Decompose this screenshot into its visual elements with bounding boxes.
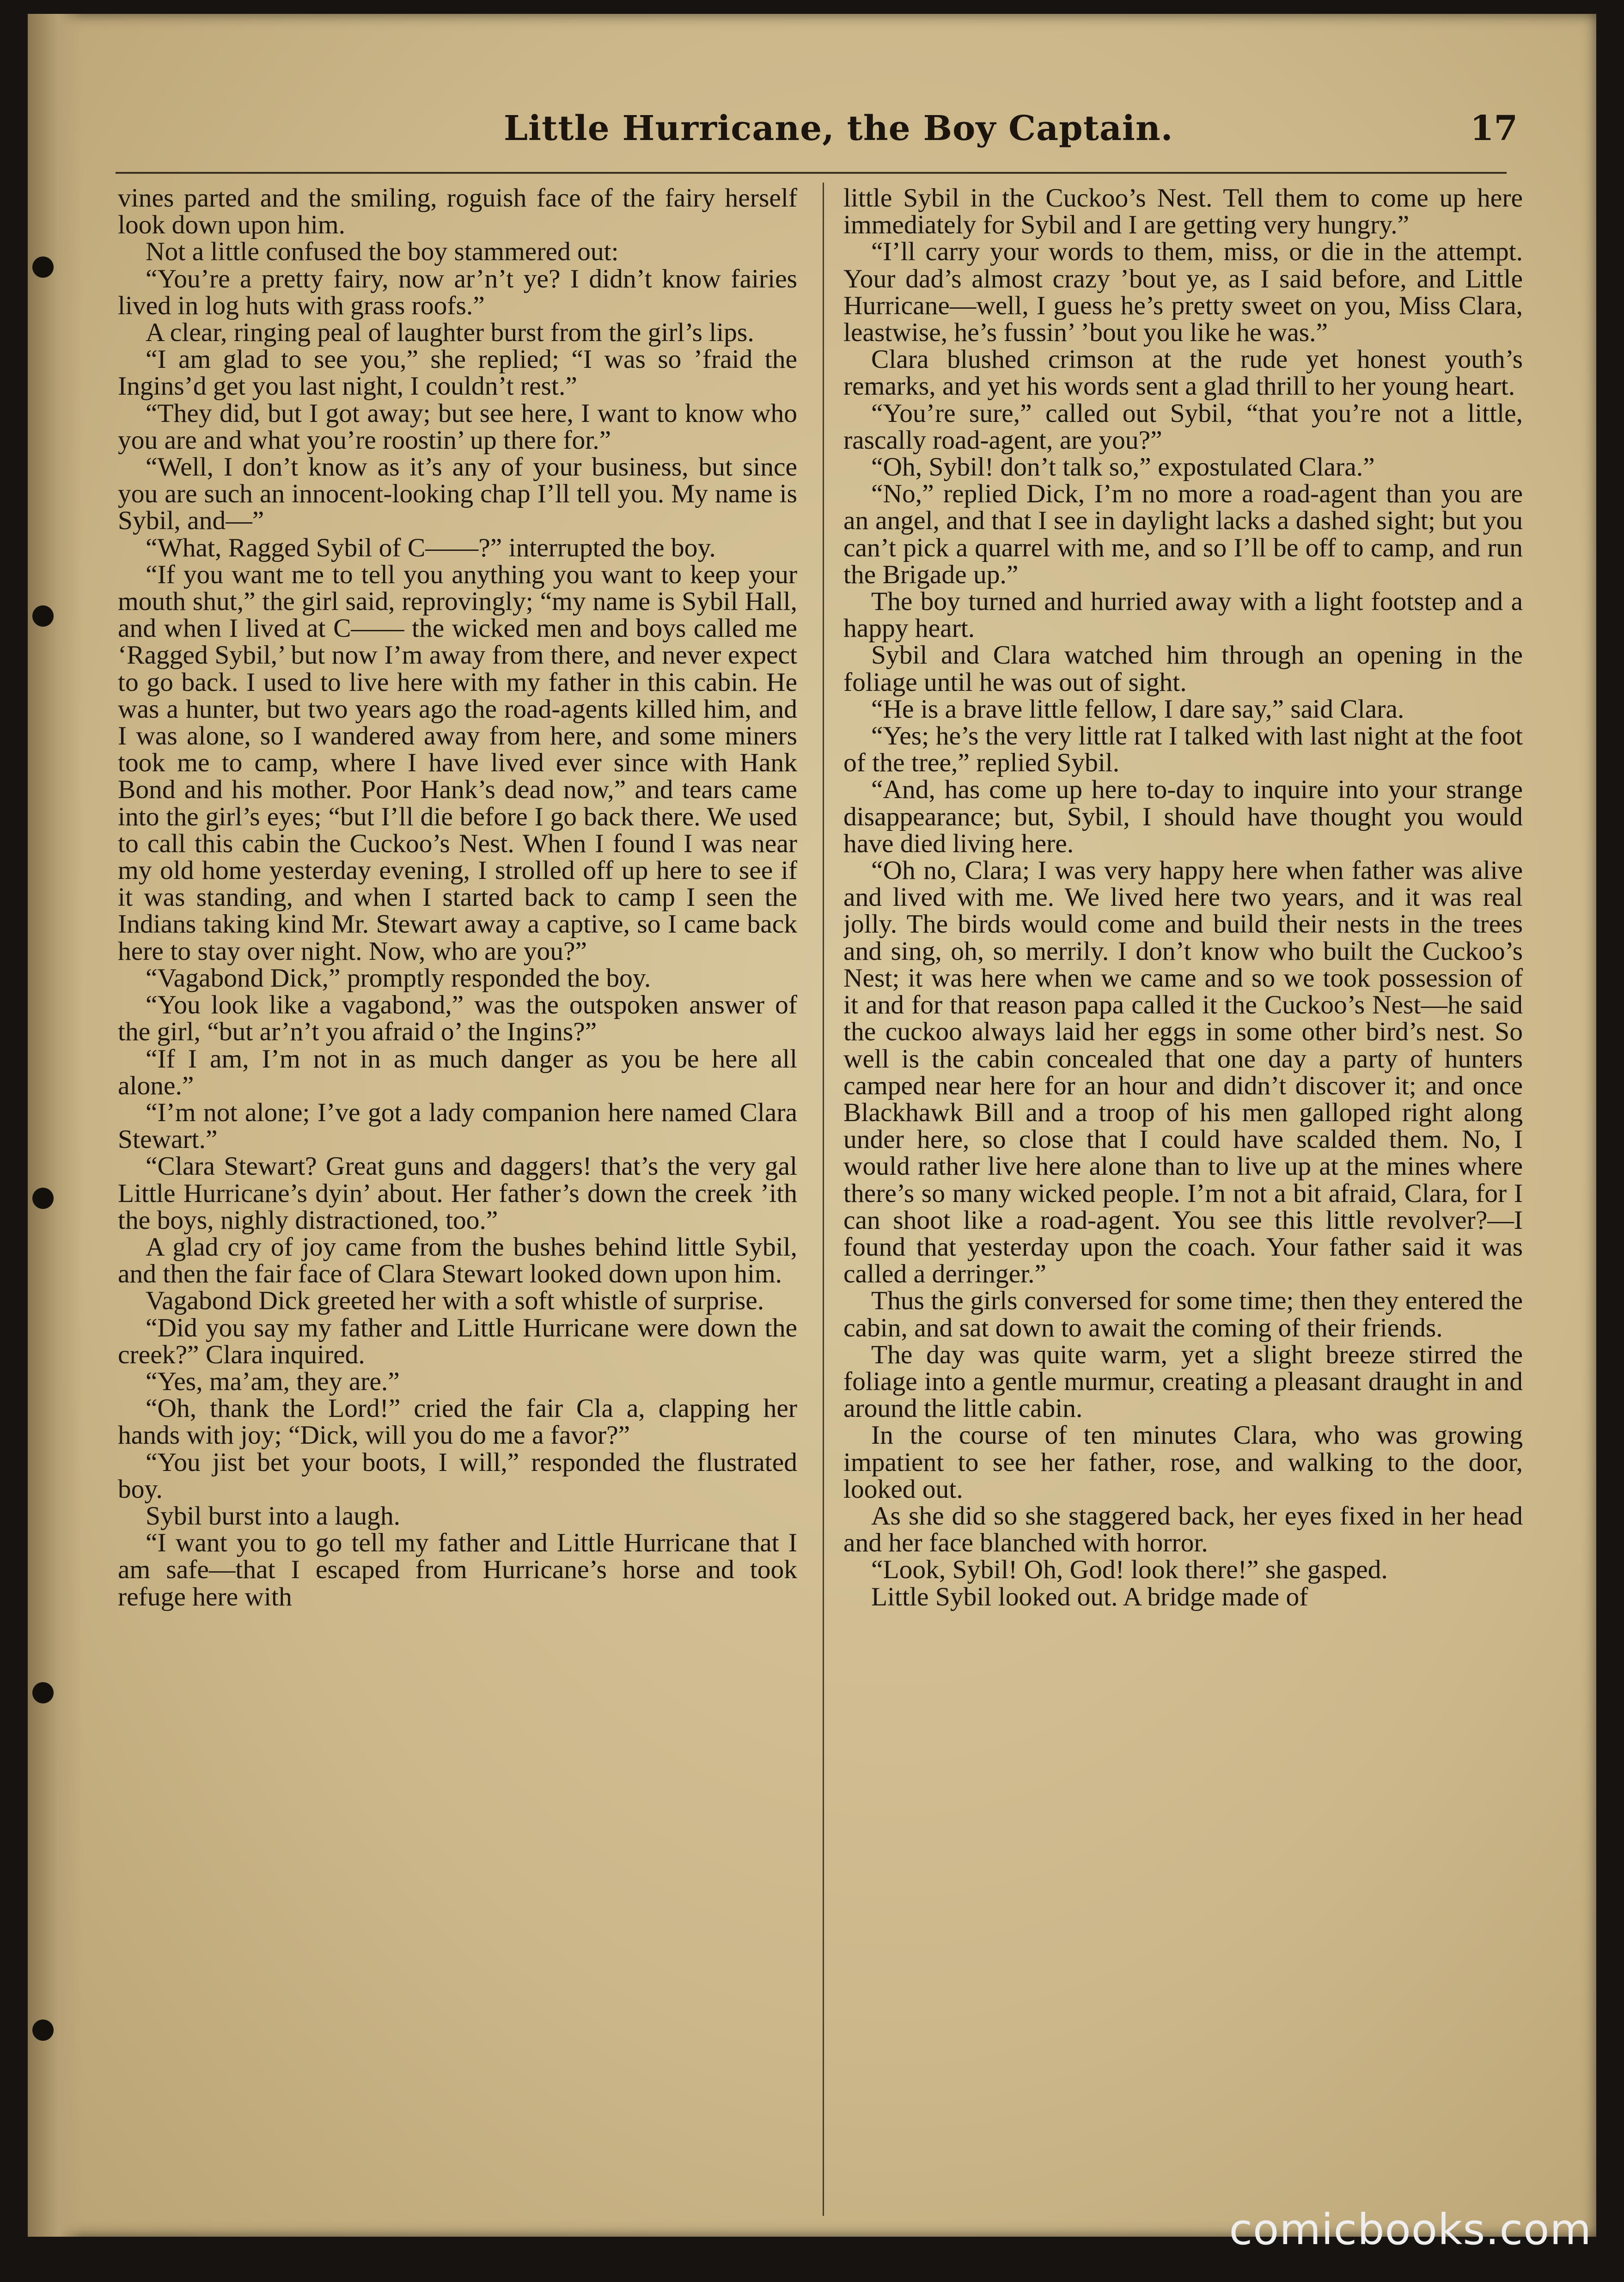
paragraph: Vagabond Dick greeted her with a soft whistle of surprise.: [146, 1286, 764, 1316]
paragraph: “I am glad to see you,” she replied; “I was so ’fraid the Ingins’d get you last night, I couldn’t rest.”: [118, 345, 797, 401]
binding-hole: [32, 256, 54, 278]
paragraph: “You look like a vagabond,” was the outspoken answer of the girl, “but ar’n’t you afraid o’ the Ingins?”: [118, 990, 797, 1047]
paragraph: “Oh no, Clara; I was very happy here when father was alive and lived with me. We lived here two years, and it was real jolly. The birds would come and build their nests in the trees and sing, oh, so merrily. I don’t know who built the Cuckoo’s Nest; it was here when we came and so we took possession of it and for that reason papa called it the Cuckoo’s Nest—he said the cuckoo always laid her eggs in some other bird’s nest. So well is the cabin concealed that one day a party of hunters camped near here for an hour and didn’t discover it; and once Blackhawk Bill and a troop of his men galloped right along under here, so close that I could have scalded them. No, I would rather live here alone than to live up at the mines where there’s so many wicked people. I’m not a bit afraid, Clara, for I can shoot like a road-agent. You see this little revolver?—I found that yesterday upon the coach. Your father said it was called a derringer.”: [843, 856, 1523, 1289]
paragraph: A glad cry of joy came from the bushes behind little Sybil, and then the fair face of Clara Stewart looked down upon him.: [118, 1232, 797, 1289]
paragraph: Sybil and Clara watched him through an opening in the foliage until he was out of sight.: [843, 641, 1523, 697]
page-number: 17: [1470, 109, 1518, 148]
paragraph: “No,” replied Dick, I’m no more a road-agent than you are an angel, and that I see in daylight lacks a dashed sight; but you can’t pick a quarrel with me, and so I’ll be off to camp, and run the Brigade up.”: [843, 479, 1523, 589]
header-rule: [116, 172, 1507, 174]
paragraph: “Yes; he’s the very little rat I talked with last night at the foot of the tree,” replied Sybil.: [843, 721, 1523, 778]
column-divider: [823, 183, 824, 2216]
paragraph: “He is a brave little fellow, I dare say,” said Clara.: [871, 694, 1404, 724]
paragraph: Thus the girls conversed for some time; then they entered the cabin, and sat down to await the coming of their friends.: [843, 1286, 1523, 1342]
paragraph: “If you want me to tell you anything you want to keep your mouth shut,” the girl said, reprovingly; “my name is Sybil Hall, and when I lived at C—— the wicked men and boys called me ‘Ragged Sybil,’ but now I’m away from there, and never expect to go back. I used to live here with my father in this cabin. He was a hunter, but two years ago the road-agents killed him, and I was alone, so I wandered away from here, and some miners took me to camp, where I have lived ever since with Hank Bond and his mother. Poor Hank’s dead now,” and tears came into the girl’s eyes; “but I’ll die before I go back there. We used to call this cabin the Cuckoo’s Nest. When I found I was near my old home yesterday evening, I strolled off up here to see if it was standing, and when I started back to camp I seen the Indians taking kind Mr. Stewart away a captive, so I came back here to stay over night. Now, who are you?”: [118, 560, 797, 966]
paragraph: The boy turned and hurried away with a light footstep and a happy heart.: [843, 587, 1523, 643]
paragraph: “If I am, I’m not in as much danger as you be here all alone.”: [118, 1044, 797, 1100]
paragraph: “I’m not alone; I’ve got a lady companion here named Clara Stewart.”: [118, 1098, 797, 1154]
right-text-column: [843, 185, 1523, 2195]
watermark: comicbooks.com: [1229, 2205, 1592, 2254]
paragraph: “Clara Stewart? Great guns and daggers! that’s the very gal Little Hurricane’s dyin’ about. Her father’s down the creek ’ith the boys, nighly distractioned, too.”: [118, 1152, 797, 1235]
paragraph: Little Sybil looked out. A bridge made of: [871, 1582, 1308, 1611]
paragraph: “What, Ragged Sybil of C——?” interrupted the boy.: [146, 533, 716, 562]
binding-hole: [32, 2020, 54, 2041]
paragraph: The day was quite warm, yet a slight breeze stirred the foliage into a gentle murmur, creating a pleasant draught in and around the little cabin.: [843, 1340, 1523, 1423]
page-spine-shadow: [28, 14, 83, 2237]
paragraph: “Look, Sybil! Oh, God! look there!” she gasped.: [871, 1555, 1388, 1585]
paragraph: Clara blushed crimson at the rude yet honest youth’s remarks, and yet his words sent a glad thrill to her young heart.: [843, 345, 1523, 401]
paragraph: “They did, but I got away; but see here, I want to know who you are and what you’re roostin’ up there for.”: [118, 398, 797, 455]
paragraph: “You jist bet your boots, I will,” responded the flustrated boy.: [118, 1447, 797, 1504]
running-title: Little Hurricane, the Boy Captain.: [504, 109, 1173, 148]
paragraph: A clear, ringing peal of laughter burst from the girl’s lips.: [146, 318, 754, 348]
paragraph: “Oh, Sybil! don’t talk so,” expostulated Clara.”: [871, 452, 1375, 482]
paragraph: “You’re a pretty fairy, now ar’n’t ye? I didn’t know fairies lived in log huts with grass roofs.”: [118, 264, 797, 320]
binding-hole: [32, 1682, 54, 1703]
paragraph: “You’re sure,” called out Sybil, “that you’re not a little, rascally road-agent, are you?”: [843, 398, 1523, 455]
paragraph: little Sybil in the Cuckoo’s Nest. Tell them to come up here immediately for Sybil and I are getting very hungry.”: [843, 185, 1523, 240]
paragraph: “Vagabond Dick,” promptly responded the boy.: [146, 963, 651, 993]
paragraph: “I’ll carry your words to them, miss, or die in the attempt. Your dad’s almost crazy ’bout ye, as I said before, and Little Hurricane—well, I guess he’s pretty sweet on you, Miss Clara, leastwise, he’s fussin’ ’bout you like he was.”: [843, 237, 1523, 348]
paragraph: Sybil burst into a laugh.: [146, 1501, 401, 1531]
running-header: [504, 109, 1518, 164]
binding-hole: [32, 605, 54, 627]
binding-hole: [32, 1188, 54, 1209]
paragraph: As she did so she staggered back, her eyes fixed in her head and her face blanched with horror.: [843, 1501, 1523, 1558]
paragraph: “I want you to go tell my father and Little Hurricane that I am safe—that I escaped from Hurricane’s horse and took refuge here with: [118, 1528, 797, 1611]
paragraph: “Yes, ma’am, they are.”: [146, 1367, 400, 1396]
paragraph: “Oh, thank the Lord!” cried the fair Cla a, clapping her hands with joy; “Dick, will you do me a favor?”: [118, 1394, 797, 1450]
paragraph: vines parted and the smiling, roguish face of the fairy herself look down upon him.: [118, 185, 797, 240]
paragraph: “Did you say my father and Little Hurricane were down the creek?” Clara inquired.: [118, 1313, 797, 1369]
paragraph: In the course of ten minutes Clara, who was growing impatient to see her father, rose, and walking to the door, looked out.: [843, 1421, 1523, 1504]
paragraph: “Well, I don’t know as it’s any of your business, but since you are such an innocent-looking chap I’ll tell you. My name is Sybil, and—”: [118, 452, 797, 536]
paragraph: Not a little confused the boy stammered out:: [146, 237, 619, 267]
left-text-column: [118, 185, 797, 2195]
paragraph: “And, has come up here to-day to inquire into your strange disappearance; but, Sybil, I should have thought you would have died living here.: [843, 775, 1523, 858]
